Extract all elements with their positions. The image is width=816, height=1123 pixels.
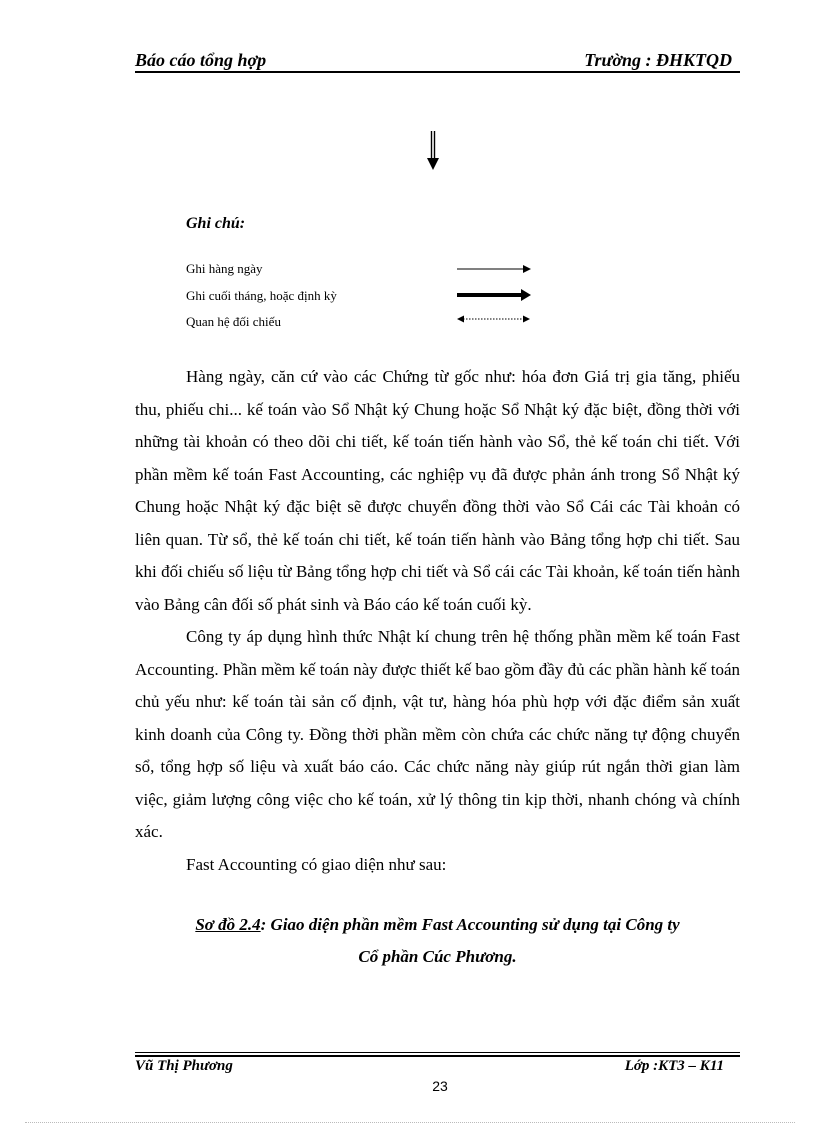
header-report-title: Báo cáo tổng hợp xyxy=(135,50,267,70)
header-rule xyxy=(135,71,740,73)
caption-prefix: Sơ đồ 2.4 xyxy=(195,915,261,934)
footer-rule xyxy=(135,1052,740,1053)
header-school: Trường : ĐHKTQD xyxy=(584,50,732,70)
paragraph: Fast Accounting có giao diện như sau: xyxy=(186,854,447,874)
dotted-double-arrow-icon xyxy=(455,313,535,325)
legend-title: Ghi chú: xyxy=(186,215,246,232)
thin-arrow-icon xyxy=(455,263,535,275)
paragraph: Hàng ngày, căn cứ vào các Chứng từ gốc như: hóa đơn Giá trị gia tăng, phiếu thu, phiếu chi... kế toán vào Sổ Nhật ký Chung hoặc Sổ Nhật ký đặc biệt, đồng thời với những tài khoản có theo dõi chi tiết, kế toán tiến hành vào Sổ, thẻ kế toán chi tiết. Với phần mềm kế toán Fast Accounting, các nghiệp vụ đã được phản ánh trong Sổ Nhật ký Chung hoặc Nhật ký đặc biệt sẽ được chuyển đồng thời vào Sổ Cái các Tài khoản có liên quan. Từ sổ, thẻ kế toán chi tiết, kế toán tiến hành vào Bảng tổng hợp chi tiết. Sau khi đối chiếu số liệu từ Bảng tổng hợp chi tiết và Sổ cái các Tài khoản, kế toán tiến hành vào Bảng cân đối số phát sinh và Báo cáo kế toán cuối kỳ. xyxy=(135,367,740,614)
caption-text: : Giao diện phần mềm Fast Accounting sử dụng tại Công ty xyxy=(260,915,680,934)
page-number: 23 xyxy=(432,1078,448,1094)
caption-line-2: Cổ phần Cúc Phương. xyxy=(358,947,517,966)
legend-item-reconcile: Quan hệ đối chiếu xyxy=(186,314,281,329)
footer-class: Lớp :KT3 – K11 xyxy=(624,1058,724,1074)
legend-item-daily: Ghi hàng ngày xyxy=(186,261,263,276)
thick-arrow-icon xyxy=(455,289,535,301)
body-text xyxy=(135,361,740,881)
down-arrow-icon xyxy=(425,131,441,171)
page-header xyxy=(135,48,740,72)
figure-caption xyxy=(135,909,740,973)
caption-line-1 xyxy=(135,909,740,941)
legend-item-periodic: Ghi cuối tháng, hoặc định kỳ xyxy=(186,288,337,303)
paragraph: Công ty áp dụng hình thức Nhật kí chung trên hệ thống phần mềm kế toán Fast Accounting. Phần mềm kế toán này được thiết kế bao gồm đầy đủ các phần hành kế toán chủ yếu như: kế toán tài sản cố định, vật tư, hàng hóa phù hợp với đặc điểm sản xuất kinh doanh của Công ty. Đồng thời phần mềm còn chứa các chức năng tự động chuyển sổ, tổng hợp số liệu và xuất báo cáo. Các chức năng này giúp rút ngắn thời gian làm việc, giảm lượng công việc cho kế toán, xử lý thông tin kịp thời, nhanh chóng và chính xác. xyxy=(135,627,740,841)
footer-author: Vũ Thị Phương xyxy=(135,1058,233,1074)
footer-rule xyxy=(135,1055,740,1057)
